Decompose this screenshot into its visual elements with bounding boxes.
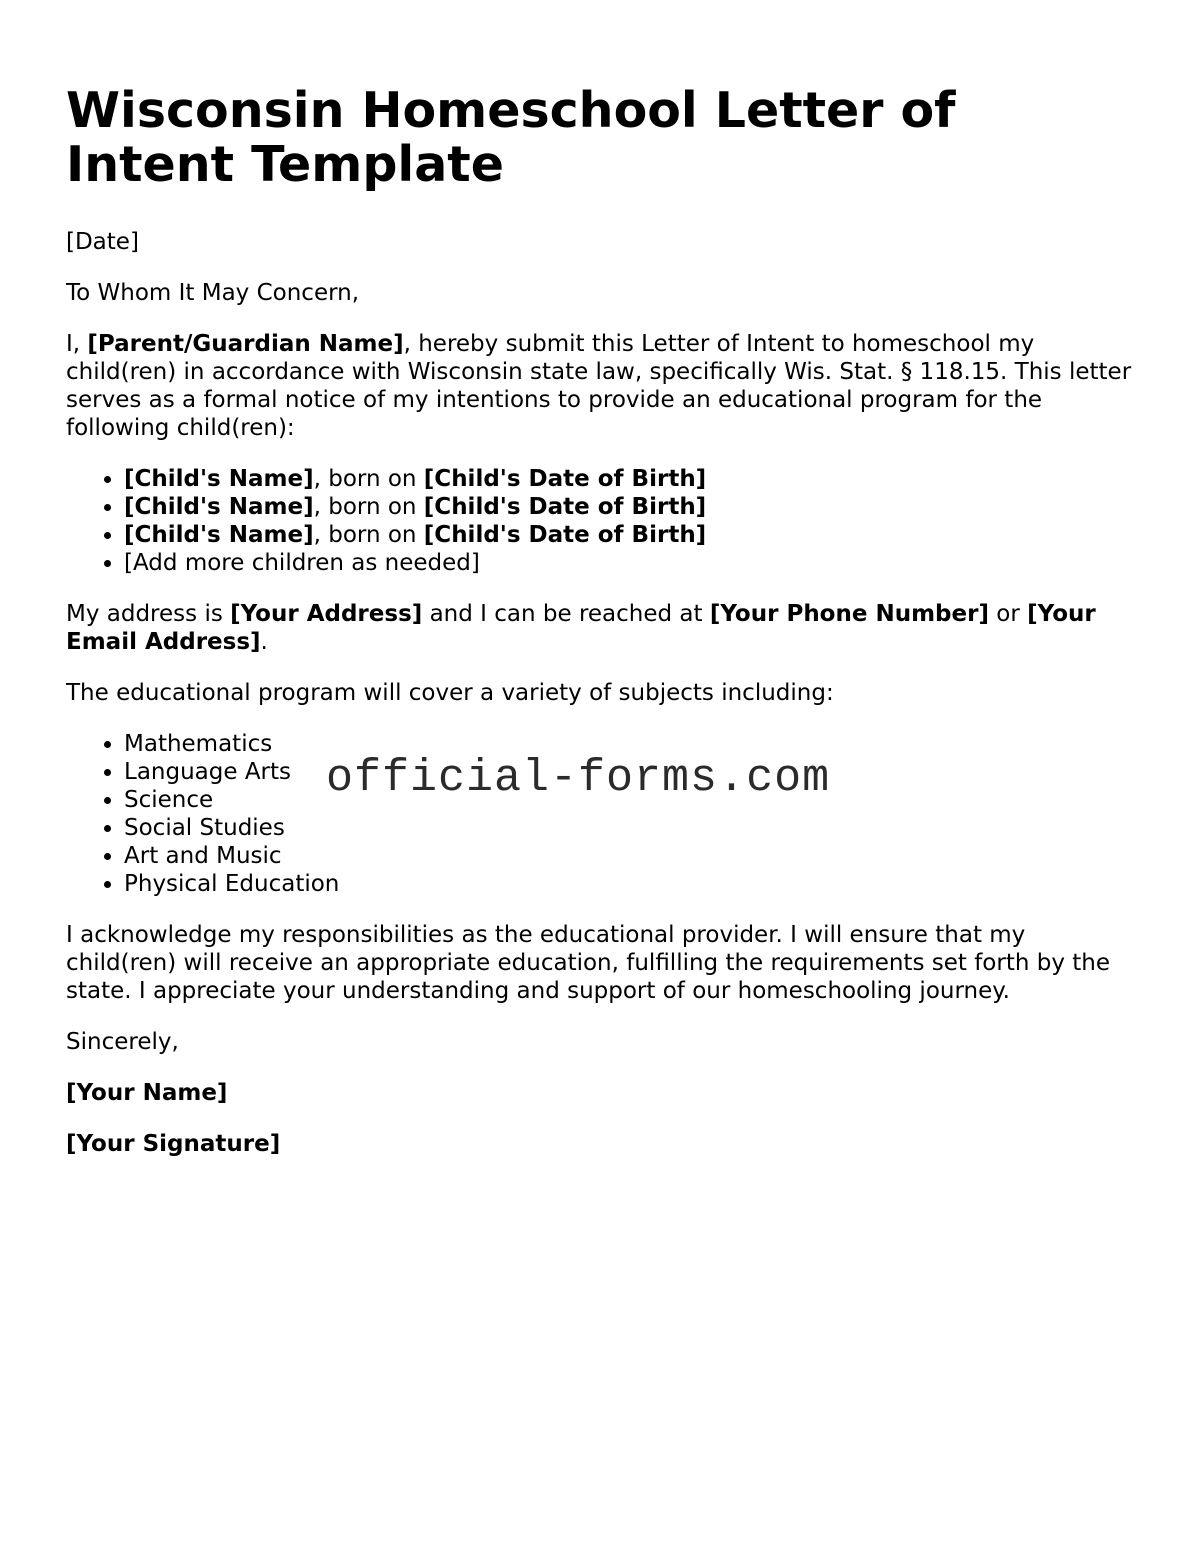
children-list bbox=[66, 465, 1136, 577]
list-item bbox=[124, 521, 1136, 549]
contact-paragraph bbox=[66, 600, 1136, 656]
list-item bbox=[124, 493, 1136, 521]
closing: Sincerely, bbox=[66, 1029, 179, 1055]
your-signature-placeholder bbox=[66, 1130, 1136, 1158]
born-on-text: , born on bbox=[313, 466, 424, 492]
child-dob-placeholder: [Child's Date of Birth] bbox=[423, 466, 707, 492]
child-name-placeholder: [Child's Name] bbox=[124, 494, 314, 520]
intro-paragraph bbox=[66, 330, 1136, 442]
born-on-text: , born on bbox=[313, 522, 424, 548]
list-item: • Physical Education bbox=[124, 870, 1136, 898]
parent-name-placeholder: [Parent/Guardian Name] bbox=[87, 331, 404, 357]
child-dob-placeholder: [Child's Date of Birth] bbox=[423, 522, 707, 548]
born-on-text: , born on bbox=[313, 494, 424, 520]
list-item: • Art and Music bbox=[124, 842, 1136, 870]
your-name-placeholder bbox=[66, 1079, 1136, 1107]
subjects-intro: The educational program will cover a variety of subjects including: bbox=[66, 680, 834, 706]
contact-suffix: . bbox=[260, 629, 268, 655]
letter-page bbox=[66, 84, 1136, 1181]
child-name-placeholder: [Child's Name] bbox=[124, 522, 314, 548]
child-dob-placeholder: [Child's Date of Birth] bbox=[423, 494, 707, 520]
list-item bbox=[124, 465, 1136, 493]
list-item: • Language Arts bbox=[124, 758, 1136, 786]
watermark: official-forms.com bbox=[326, 753, 831, 804]
phone-placeholder: [Your Phone Number] bbox=[709, 601, 989, 627]
your-name-text: [Your Name] bbox=[66, 1080, 228, 1106]
salutation: To Whom It May Concern, bbox=[66, 280, 360, 306]
list-item: • Mathematics bbox=[124, 730, 1136, 758]
address-placeholder: [Your Address] bbox=[230, 601, 423, 627]
contact-middle: and I can be reached at bbox=[422, 601, 710, 627]
intro-prefix: I, bbox=[66, 331, 88, 357]
acknowledgement-paragraph: I acknowledge my responsibilities as the educational provider. I will ensure that my child(ren) will receive an appropriate education, fulfilling the requirements set forth by the state. I appreciate your understanding and support of our homeschooling journey. bbox=[66, 922, 1110, 1004]
list-item: • [Add more children as needed] bbox=[124, 549, 1136, 577]
list-item: • Social Studies bbox=[124, 814, 1136, 842]
email-placeholder: [Your Email Address] bbox=[66, 601, 1096, 655]
contact-prefix: My address is bbox=[66, 601, 231, 627]
list-item: • Science bbox=[124, 786, 1136, 814]
intro-text: , hereby submit this Letter of Intent to homeschool my child(ren) in accordance with Wisconsin state law, specifically Wis. Stat. § 118.15. This letter serves as a formal notice of my intentions to provide an educational program for the following child(ren): bbox=[66, 331, 1132, 441]
contact-or: or bbox=[988, 601, 1028, 627]
date-line: [Date] bbox=[66, 229, 139, 255]
your-signature-text: [Your Signature] bbox=[66, 1131, 281, 1157]
child-name-placeholder: [Child's Name] bbox=[124, 466, 314, 492]
page-title: Wisconsin Homeschool Letter of Intent Template bbox=[66, 82, 956, 193]
